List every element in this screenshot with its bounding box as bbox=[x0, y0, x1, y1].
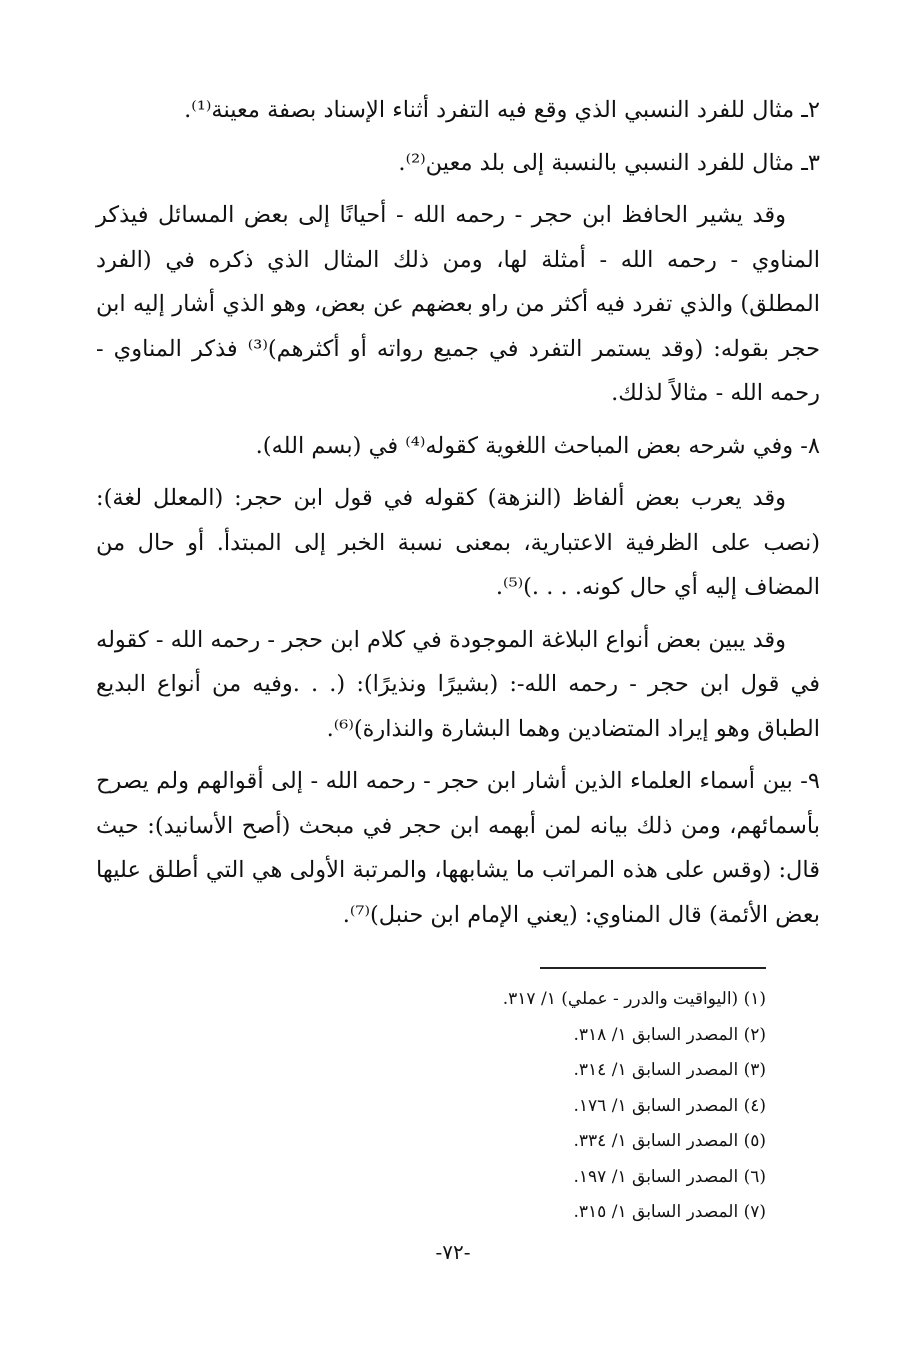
paragraph-item-8: ٨- وفي شرحه بعض المباحث اللغوية كقوله⁽⁴⁾ في (بسم الله). bbox=[255, 432, 820, 459]
paragraph-examples: وقد يشير الحافظ ابن حجر - رحمه الله - أحيانًا إلى بعض المسائل فيذكر المناوي - رحمه الله - أمثلة لها، ومن ذلك المثال الذي ذكره في (الفرد المطلق) والذي تفرد فيه أكثر من راو بعضهم عن بعض، وهو الذي أشار إليه ابن حجر بقوله: (وقد يستمر التفرد في جميع رواته أو أكثرهم)⁽³⁾ فذكر المناوي - رحمه الله - مثالاً لذلك. bbox=[96, 202, 820, 406]
footnote-6: (٦) المصدر السابق ١/ ١٩٧. bbox=[573, 1166, 766, 1187]
footnote-4: (٤) المصدر السابق ١/ ١٧٦. bbox=[573, 1095, 766, 1116]
footnote-1: (١) (اليواقيت والدرر - عملي) ١/ ٣١٧. bbox=[502, 989, 766, 1009]
footnote-7: (٧) المصدر السابق ١/ ٣١٥. bbox=[573, 1202, 766, 1222]
paragraph-item-3: ٣ـ مثال للفرد النسبي بالنسبة إلى بلد معين⁽²⁾. bbox=[398, 149, 820, 176]
footnote-separator bbox=[540, 967, 766, 969]
footnote-3: (٣) المصدر السابق ١/ ٣١٤. bbox=[573, 1060, 766, 1080]
footnotes bbox=[306, 982, 766, 1231]
paragraph-rhetoric: وقد يبين بعض أنواع البلاغة الموجودة في كلام ابن حجر - رحمه الله - كقوله في قول ابن حجر - رحمه الله-: (بشيرًا ونذيرًا): (. . .وفيه من أنواع البديع الطباق وهو إيراد المتضادين وهما البشارة والنذارة)⁽⁶⁾. bbox=[96, 626, 820, 742]
footnote-5: (٥) المصدر السابق ١/ ٣٣٤. bbox=[573, 1131, 766, 1151]
page-number: -٧٢- bbox=[435, 1240, 471, 1264]
main-text bbox=[96, 88, 820, 945]
footnote-2: (٢) المصدر السابق ١/ ٣١٨. bbox=[573, 1024, 766, 1045]
paragraph-grammar: وقد يعرب بعض ألفاظ (النزهة) كقوله في قول ابن حجر: (المعلل لغة): (نصب على الظرفية الاعتبارية، بمعنى نسبة الخبر إلى المبتدأ. أو حال من المضاف إليه أي حال كونه. . . .)⁽⁵⁾. bbox=[96, 485, 820, 600]
paragraph-item-2: ٢ـ مثال للفرد النسبي الذي وقع فيه التفرد أثناء الإسناد بصفة معينة⁽¹⁾. bbox=[184, 97, 820, 123]
paragraph-item-9: ٩- بين أسماء العلماء الذين أشار ابن حجر - رحمه الله - إلى أقوالهم ولم يصرح بأسمائهم، ومن ذلك بيانه لمن أبهمه ابن حجر في مبحث (أصح الأسانيد): حيث قال: (وقس على هذه المراتب ما يشابهها، والمرتبة الأولى هي التي أطلق عليها بعض الأئمة) قال المناوي: (يعني الإمام ابن حنبل)⁽⁷⁾. bbox=[96, 768, 820, 928]
